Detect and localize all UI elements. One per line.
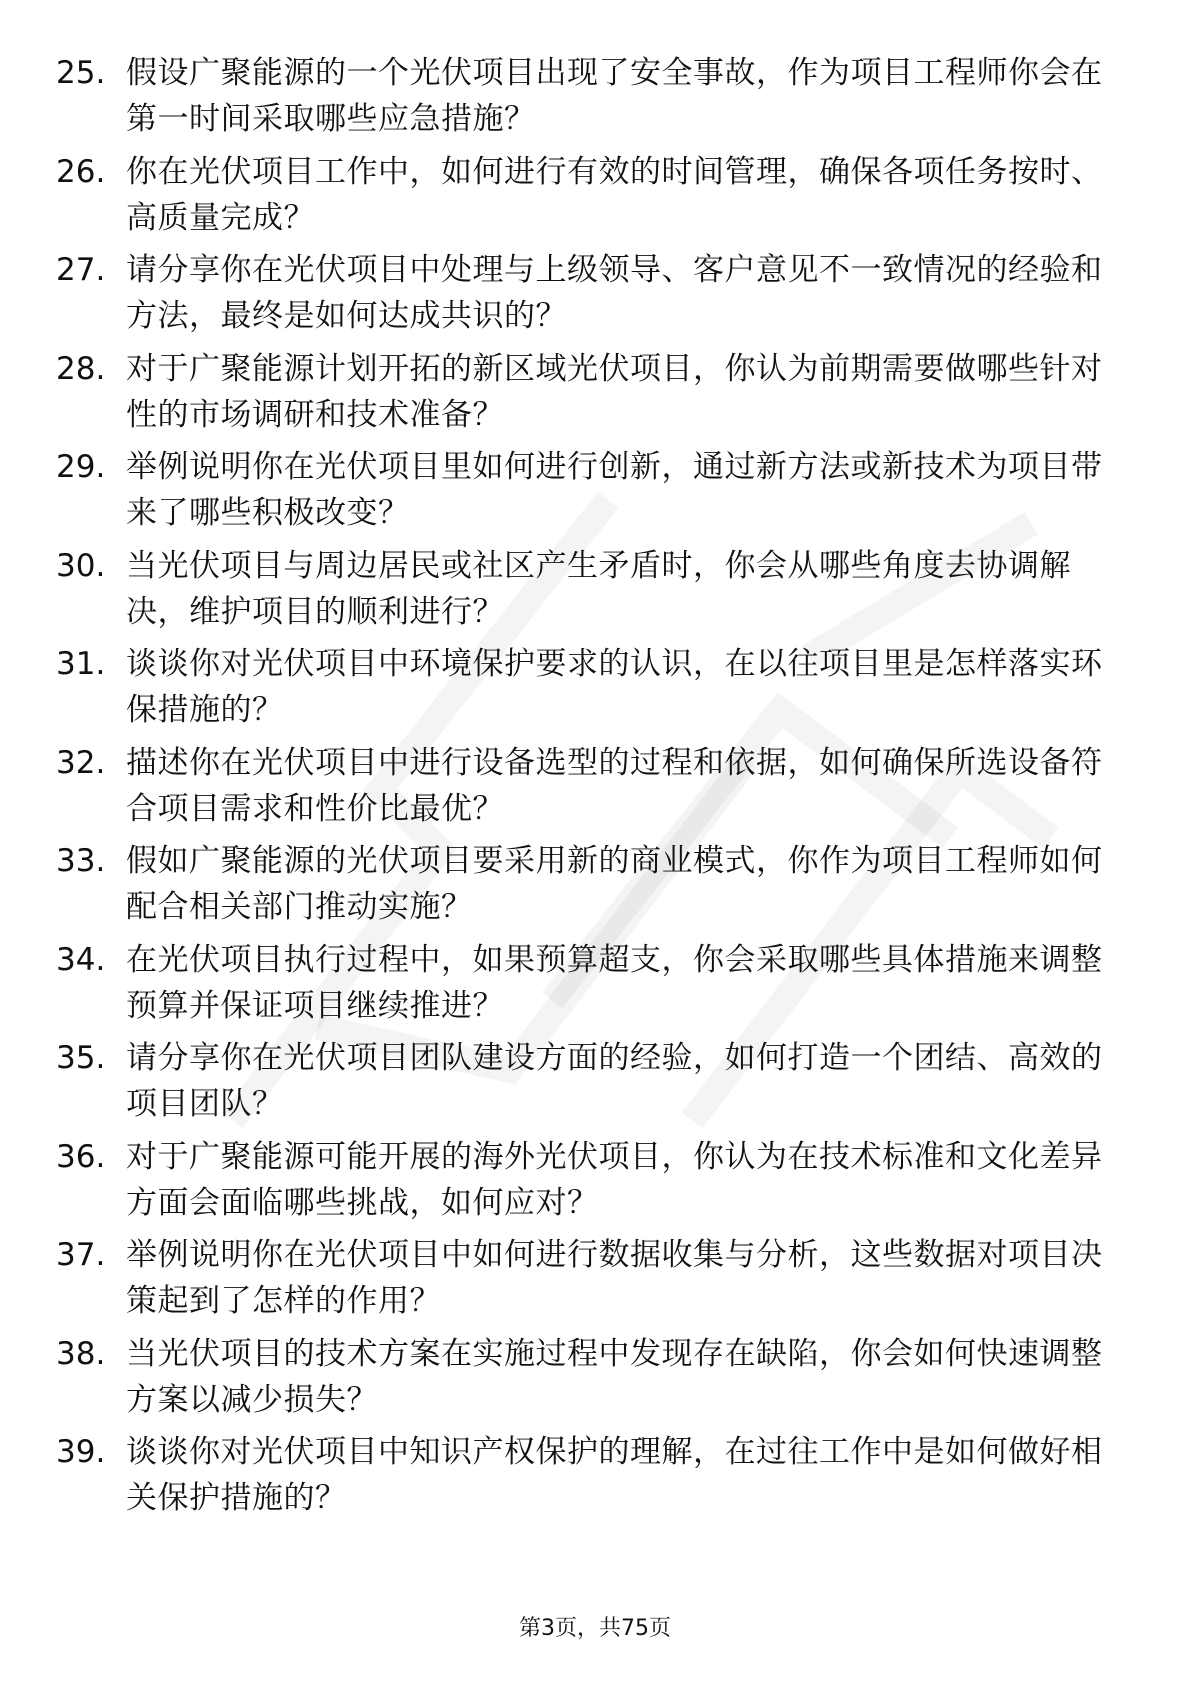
question-item bbox=[0, 1331, 1190, 1430]
question-item bbox=[0, 50, 1190, 149]
question-text: 在光伏项目执行过程中，如果预算超支，你会采取哪些具体措施来调整预算并保证项目继续推进？ bbox=[126, 941, 1103, 1024]
question-text: 你在光伏项目工作中，如何进行有效的时间管理，确保各项任务按时、高质量完成？ bbox=[126, 153, 1103, 236]
question-text: 请分享你在光伏项目中处理与上级领导、客户意见不一致情况的经验和方法，最终是如何达成共识的？ bbox=[126, 252, 1103, 334]
question-text: 举例说明你在光伏项目里如何进行创新，通过新方法或新技术为项目带来了哪些积极改变？ bbox=[126, 449, 1103, 531]
question-text: 当光伏项目与周边居民或社区产生矛盾时，你会从哪些角度去协调解决，维护项目的顺利进行？ bbox=[126, 547, 1071, 630]
question-item bbox=[0, 444, 1190, 543]
question-number: 27. bbox=[56, 252, 106, 288]
question-item bbox=[0, 937, 1190, 1036]
question-text: 举例说明你在光伏项目中如何进行数据收集与分析，这些数据对项目决策起到了怎样的作用？ bbox=[126, 1237, 1103, 1319]
question-number: 26. bbox=[56, 153, 106, 190]
question-number: 31. bbox=[56, 646, 106, 682]
question-number: 37. bbox=[56, 1237, 106, 1273]
question-text: 当光伏项目的技术方案在实施过程中发现存在缺陷，你会如何快速调整方案以减少损失？ bbox=[126, 1335, 1103, 1418]
question-list bbox=[0, 50, 1190, 1528]
question-item bbox=[0, 1134, 1190, 1233]
question-item bbox=[0, 149, 1190, 248]
question-text: 假如广聚能源的光伏项目要采用新的商业模式，你作为项目工程师如何配合相关部门推动实施？ bbox=[126, 843, 1103, 925]
question-number: 39. bbox=[56, 1434, 106, 1470]
question-text: 谈谈你对光伏项目中环境保护要求的认识，在以往项目里是怎样落实环保措施的？ bbox=[126, 646, 1103, 728]
question-text: 谈谈你对光伏项目中知识产权保护的理解，在过往工作中是如何做好相关保护措施的？ bbox=[126, 1434, 1103, 1516]
question-number: 35. bbox=[56, 1040, 106, 1076]
question-item bbox=[0, 346, 1190, 445]
question-number: 38. bbox=[56, 1335, 106, 1372]
question-text: 请分享你在光伏项目团队建设方面的经验，如何打造一个团结、高效的项目团队？ bbox=[126, 1040, 1103, 1122]
question-item bbox=[0, 641, 1190, 740]
question-text: 假设广聚能源的一个光伏项目出现了安全事故，作为项目工程师你会在第一时间采取哪些应急措施？ bbox=[126, 55, 1103, 137]
question-item bbox=[0, 1035, 1190, 1134]
question-text: 对于广聚能源计划开拓的新区域光伏项目，你认为前期需要做哪些针对性的市场调研和技术准备？ bbox=[126, 350, 1103, 433]
question-text: 描述你在光伏项目中进行设备选型的过程和依据，如何确保所选设备符合项目需求和性价比最优？ bbox=[126, 744, 1103, 827]
question-item bbox=[0, 1232, 1190, 1331]
question-number: 28. bbox=[56, 350, 106, 387]
question-item bbox=[0, 247, 1190, 346]
page-footer: 第3页，共75页 bbox=[519, 1616, 671, 1641]
question-item bbox=[0, 543, 1190, 642]
question-text: 对于广聚能源可能开展的海外光伏项目，你认为在技术标准和文化差异方面会面临哪些挑战，如何应对？ bbox=[126, 1138, 1103, 1221]
question-number: 33. bbox=[56, 843, 106, 879]
question-item bbox=[0, 838, 1190, 937]
question-item bbox=[0, 1429, 1190, 1528]
question-item bbox=[0, 740, 1190, 839]
question-number: 36. bbox=[56, 1138, 106, 1175]
question-number: 25. bbox=[56, 55, 106, 91]
question-number: 34. bbox=[56, 941, 106, 978]
question-number: 32. bbox=[56, 744, 106, 781]
question-number: 30. bbox=[56, 547, 106, 584]
question-number: 29. bbox=[56, 449, 106, 485]
